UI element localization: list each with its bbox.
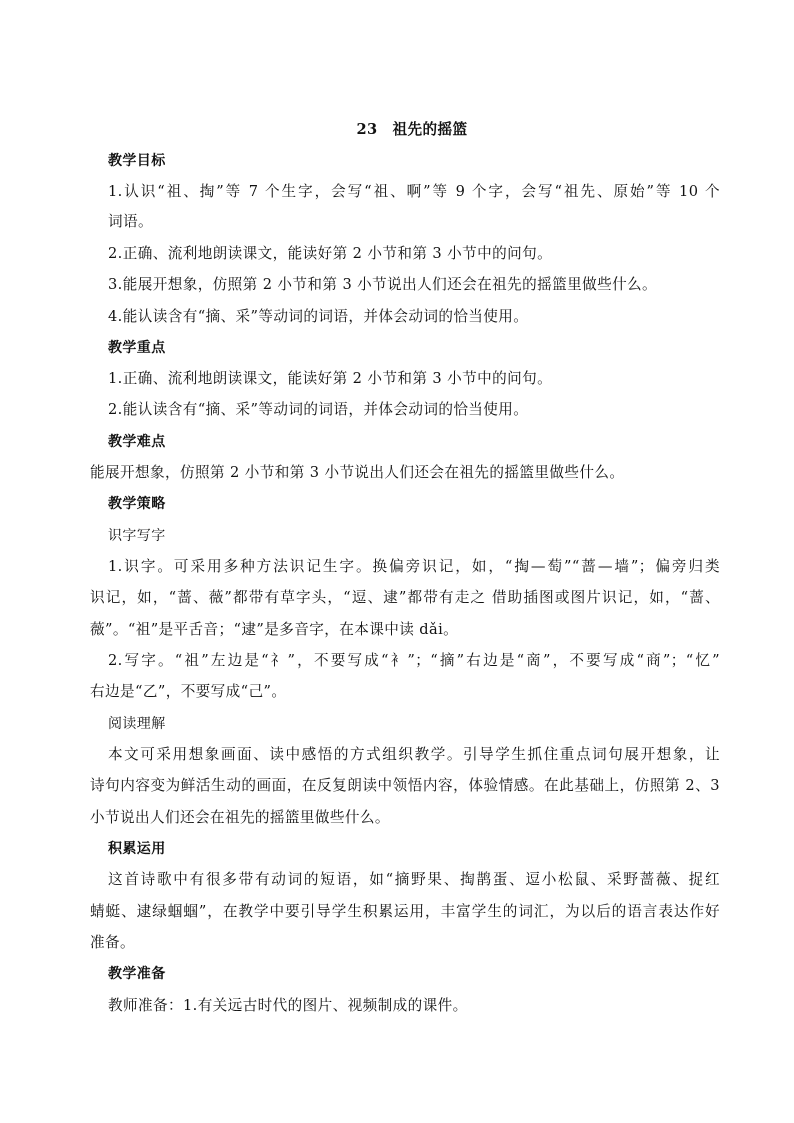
literacy-line: 2.写字。“祖”左边是“礻”，不要写成“衤”；“摘”右边是“啇”，不要写成“商”；“忆” [108, 652, 720, 669]
goal-line: 1.认识“祖、掏”等 7 个生字，会写“祖、啊”等 9 个字，会写“祖先、原始”等 10 个 [108, 183, 720, 200]
accumulate-line: 蜻蜓、逮绿蝈蝈”，在教学中要引导学生积累运用，丰富学生的词汇，为以后的语言表达作好 [90, 903, 720, 920]
literacy-heading: 识字写字 [108, 528, 166, 544]
literacy-line: 识记，如，“蔷、薇”都带有草字头，“逗、逮”都带有走之 借助插图或图片识记，如，“蔷、 [90, 589, 720, 606]
goal-line: 2.正确、流利地朗读课文，能读好第 2 小节和第 3 小节中的问句。 [108, 245, 553, 262]
prep-line: 教师准备：1.有关远古时代的图片、视频制成的课件。 [108, 997, 468, 1014]
reading-line: 本文可采用想象画面、读中感悟的方式组织教学。引导学生抓住重点词句展开想象，让 [108, 746, 720, 763]
literacy-line: 薇”。“祖”是平舌音；“逮”是多音字，在本课中读 dǎi。 [90, 621, 459, 638]
goal-line: 3.能展开想象，仿照第 2 小节和第 3 小节说出人们还会在祖先的摇篮里做些什么。 [108, 276, 658, 293]
accumulate-line: 这首诗歌中有很多带有动词的短语，如“摘野果、掏鹊蛋、逗小松鼠、采野蔷薇、捉红 [108, 871, 720, 888]
strategy-heading: 教学策略 [108, 496, 166, 512]
literacy-line: 右边是“乙”，不要写成“己”。 [90, 683, 287, 700]
difficulty-line: 能展开想象，仿照第 2 小节和第 3 小节说出人们还会在祖先的摇篮里做些什么。 [90, 464, 625, 481]
reading-heading: 阅读理解 [108, 716, 166, 732]
focus-line: 2.能认读含有“摘、采”等动词的词语，并体会动词的恰当使用。 [108, 401, 529, 418]
accumulate-line: 准备。 [90, 934, 135, 951]
focus-line: 1.正确、流利地朗读课文，能读好第 2 小节和第 3 小节中的问句。 [108, 370, 553, 387]
lesson-title: 23 祖先的摇篮 [356, 121, 468, 138]
goal-line: 4.能认读含有“摘、采”等动词的词语，并体会动词的恰当使用。 [108, 308, 529, 325]
difficulty-heading: 教学难点 [108, 434, 166, 450]
focus-heading: 教学重点 [108, 340, 166, 356]
goal-line: 词语。 [108, 213, 153, 230]
goals-heading: 教学目标 [108, 153, 166, 169]
literacy-line: 1.识字。可采用多种方法识记生字。换偏旁识记，如，“掏—萄”“蔷—墙”；偏旁归类 [108, 558, 720, 575]
prep-heading: 教学准备 [108, 966, 166, 982]
reading-line: 小节说出人们还会在祖先的摇篮里做些什么。 [90, 809, 390, 826]
accumulate-heading: 积累运用 [108, 841, 166, 857]
reading-line: 诗句内容变为鲜活生动的画面，在反复朗读中领悟内容，体验情感。在此基础上，仿照第 2、3 [90, 777, 720, 794]
